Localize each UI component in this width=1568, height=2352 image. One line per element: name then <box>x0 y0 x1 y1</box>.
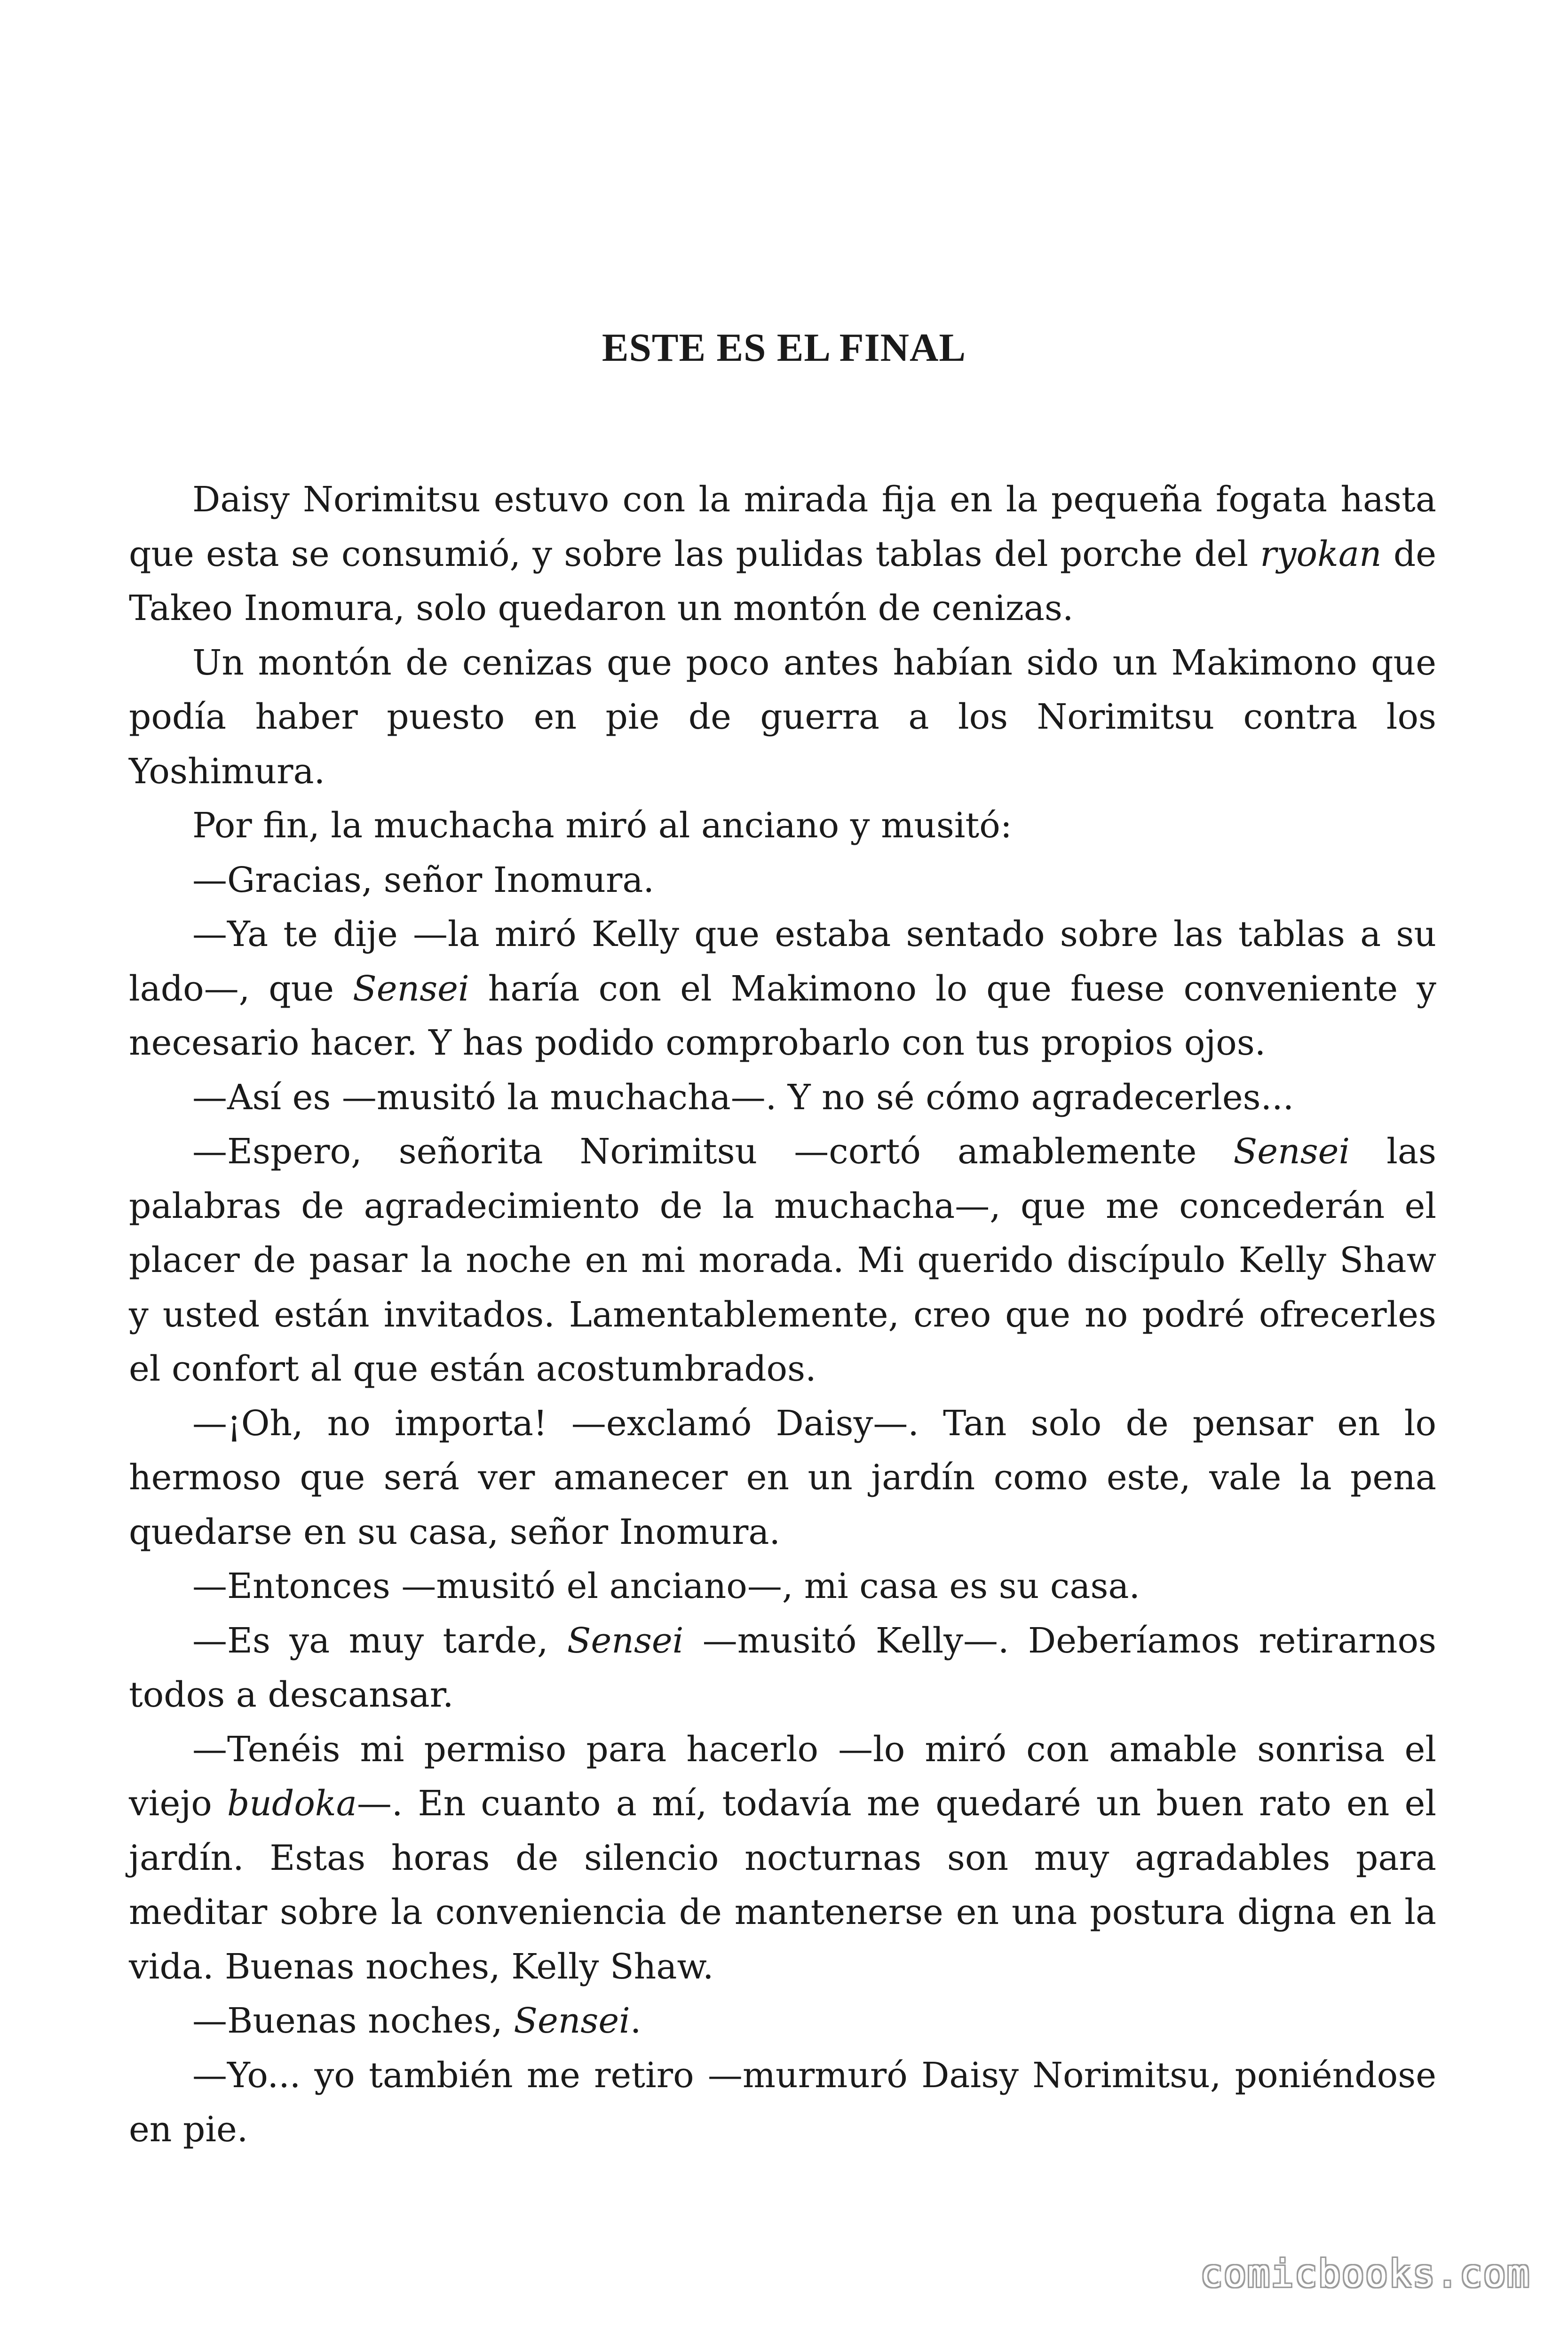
paragraph <box>129 1723 1436 1994</box>
text-run: Por fin, la muchacha miró al anciano y musitó: <box>192 805 1012 846</box>
text-run: —Entonces —musitó el anciano—, mi casa es su casa. <box>192 1566 1140 1606</box>
paragraph <box>129 1994 1436 2049</box>
text-run: —Gracias, señor Inomura. <box>192 859 655 900</box>
text-run: de Takeo Inomura, solo quedaron un montón de cenizas. <box>129 533 1437 628</box>
italic-term: ryokan <box>1260 533 1382 574</box>
paragraph <box>129 473 1436 636</box>
italic-term: Sensei <box>514 2001 630 2041</box>
paragraph <box>129 907 1436 1071</box>
text-run: —Espero, señorita Norimitsu —cortó amablemente <box>192 1131 1234 1172</box>
text-run: —musitó Kelly—. Deberíamos retirarnos todos a descansar. <box>129 1620 1436 1715</box>
italic-term: Sensei <box>353 968 469 1009</box>
text-run: —Yo... yo también me retiro —murmuró Daisy Norimitsu, poniéndose en pie. <box>129 2055 1436 2150</box>
text-run: —Así es —musitó la muchacha—. Y no sé cómo agradecerles... <box>192 1077 1294 1118</box>
paragraph <box>129 2049 1436 2157</box>
text-run: —Tenéis mi permiso para hacerlo —lo miró con amable sonrisa el viejo <box>129 1729 1436 1824</box>
paragraph <box>129 799 1436 853</box>
paragraph <box>129 1397 1436 1560</box>
text-run: Un montón de cenizas que poco antes habían sido un Makimono que podía haber puesto en pie de guerra a los Norimitsu contra los Yoshimura. <box>129 642 1436 792</box>
italic-term: budoka <box>227 1783 357 1824</box>
text-run: —Buenas noches, <box>192 2001 514 2041</box>
text-run: —¡Oh, no importa! —exclamó Daisy—. Tan solo de pensar en lo hermoso que será ver amanecer en un jardín como este, vale la pena quedarse en su casa, señor Inomura. <box>129 1403 1436 1552</box>
paragraph <box>129 1071 1436 1125</box>
text-run: haría con el Makimono lo que fuese conveniente y necesario hacer. Y has podido comprobarlo con tus propios ojos. <box>129 968 1436 1063</box>
text-run: —Es ya muy tarde, <box>192 1620 567 1661</box>
paragraph <box>129 1125 1436 1397</box>
text-run: —Ya te dije —la miró Kelly que estaba sentado sobre las tablas a su lado—, que <box>129 914 1436 1009</box>
paragraph <box>129 636 1436 799</box>
italic-term: Sensei <box>1233 1131 1350 1172</box>
chapter-body <box>129 473 1436 2157</box>
text-run: . <box>630 2001 641 2041</box>
paragraph <box>129 1614 1436 1723</box>
italic-term: Sensei <box>567 1620 684 1661</box>
paragraph <box>129 1559 1436 1614</box>
paragraph <box>129 853 1436 908</box>
text-run: las palabras de agradecimiento de la muchacha—, que me concederán el placer de pasar la noche en mi morada. Mi querido discípulo Kelly Shaw y usted están invitados. Lamentablemente, creo que no podré ofrecerles el confort al que están acostumbrados. <box>129 1131 1436 1389</box>
chapter-title: ESTE ES EL FINAL <box>602 326 966 370</box>
watermark: comicbooks.com <box>1200 2252 1530 2296</box>
text-run: —. En cuanto a mí, todavía me quedaré un buen rato en el jardín. Estas horas de silencio nocturnas son muy agradables para meditar sobre la conveniencia de mantenerse en una postura digna en la vida. Buenas noches, Kelly Shaw. <box>129 1783 1436 1987</box>
text-run: Daisy Norimitsu estuvo con la mirada fija en la pequeña fogata hasta que esta se consumió, y sobre las pulidas tablas del porche del <box>129 479 1436 574</box>
